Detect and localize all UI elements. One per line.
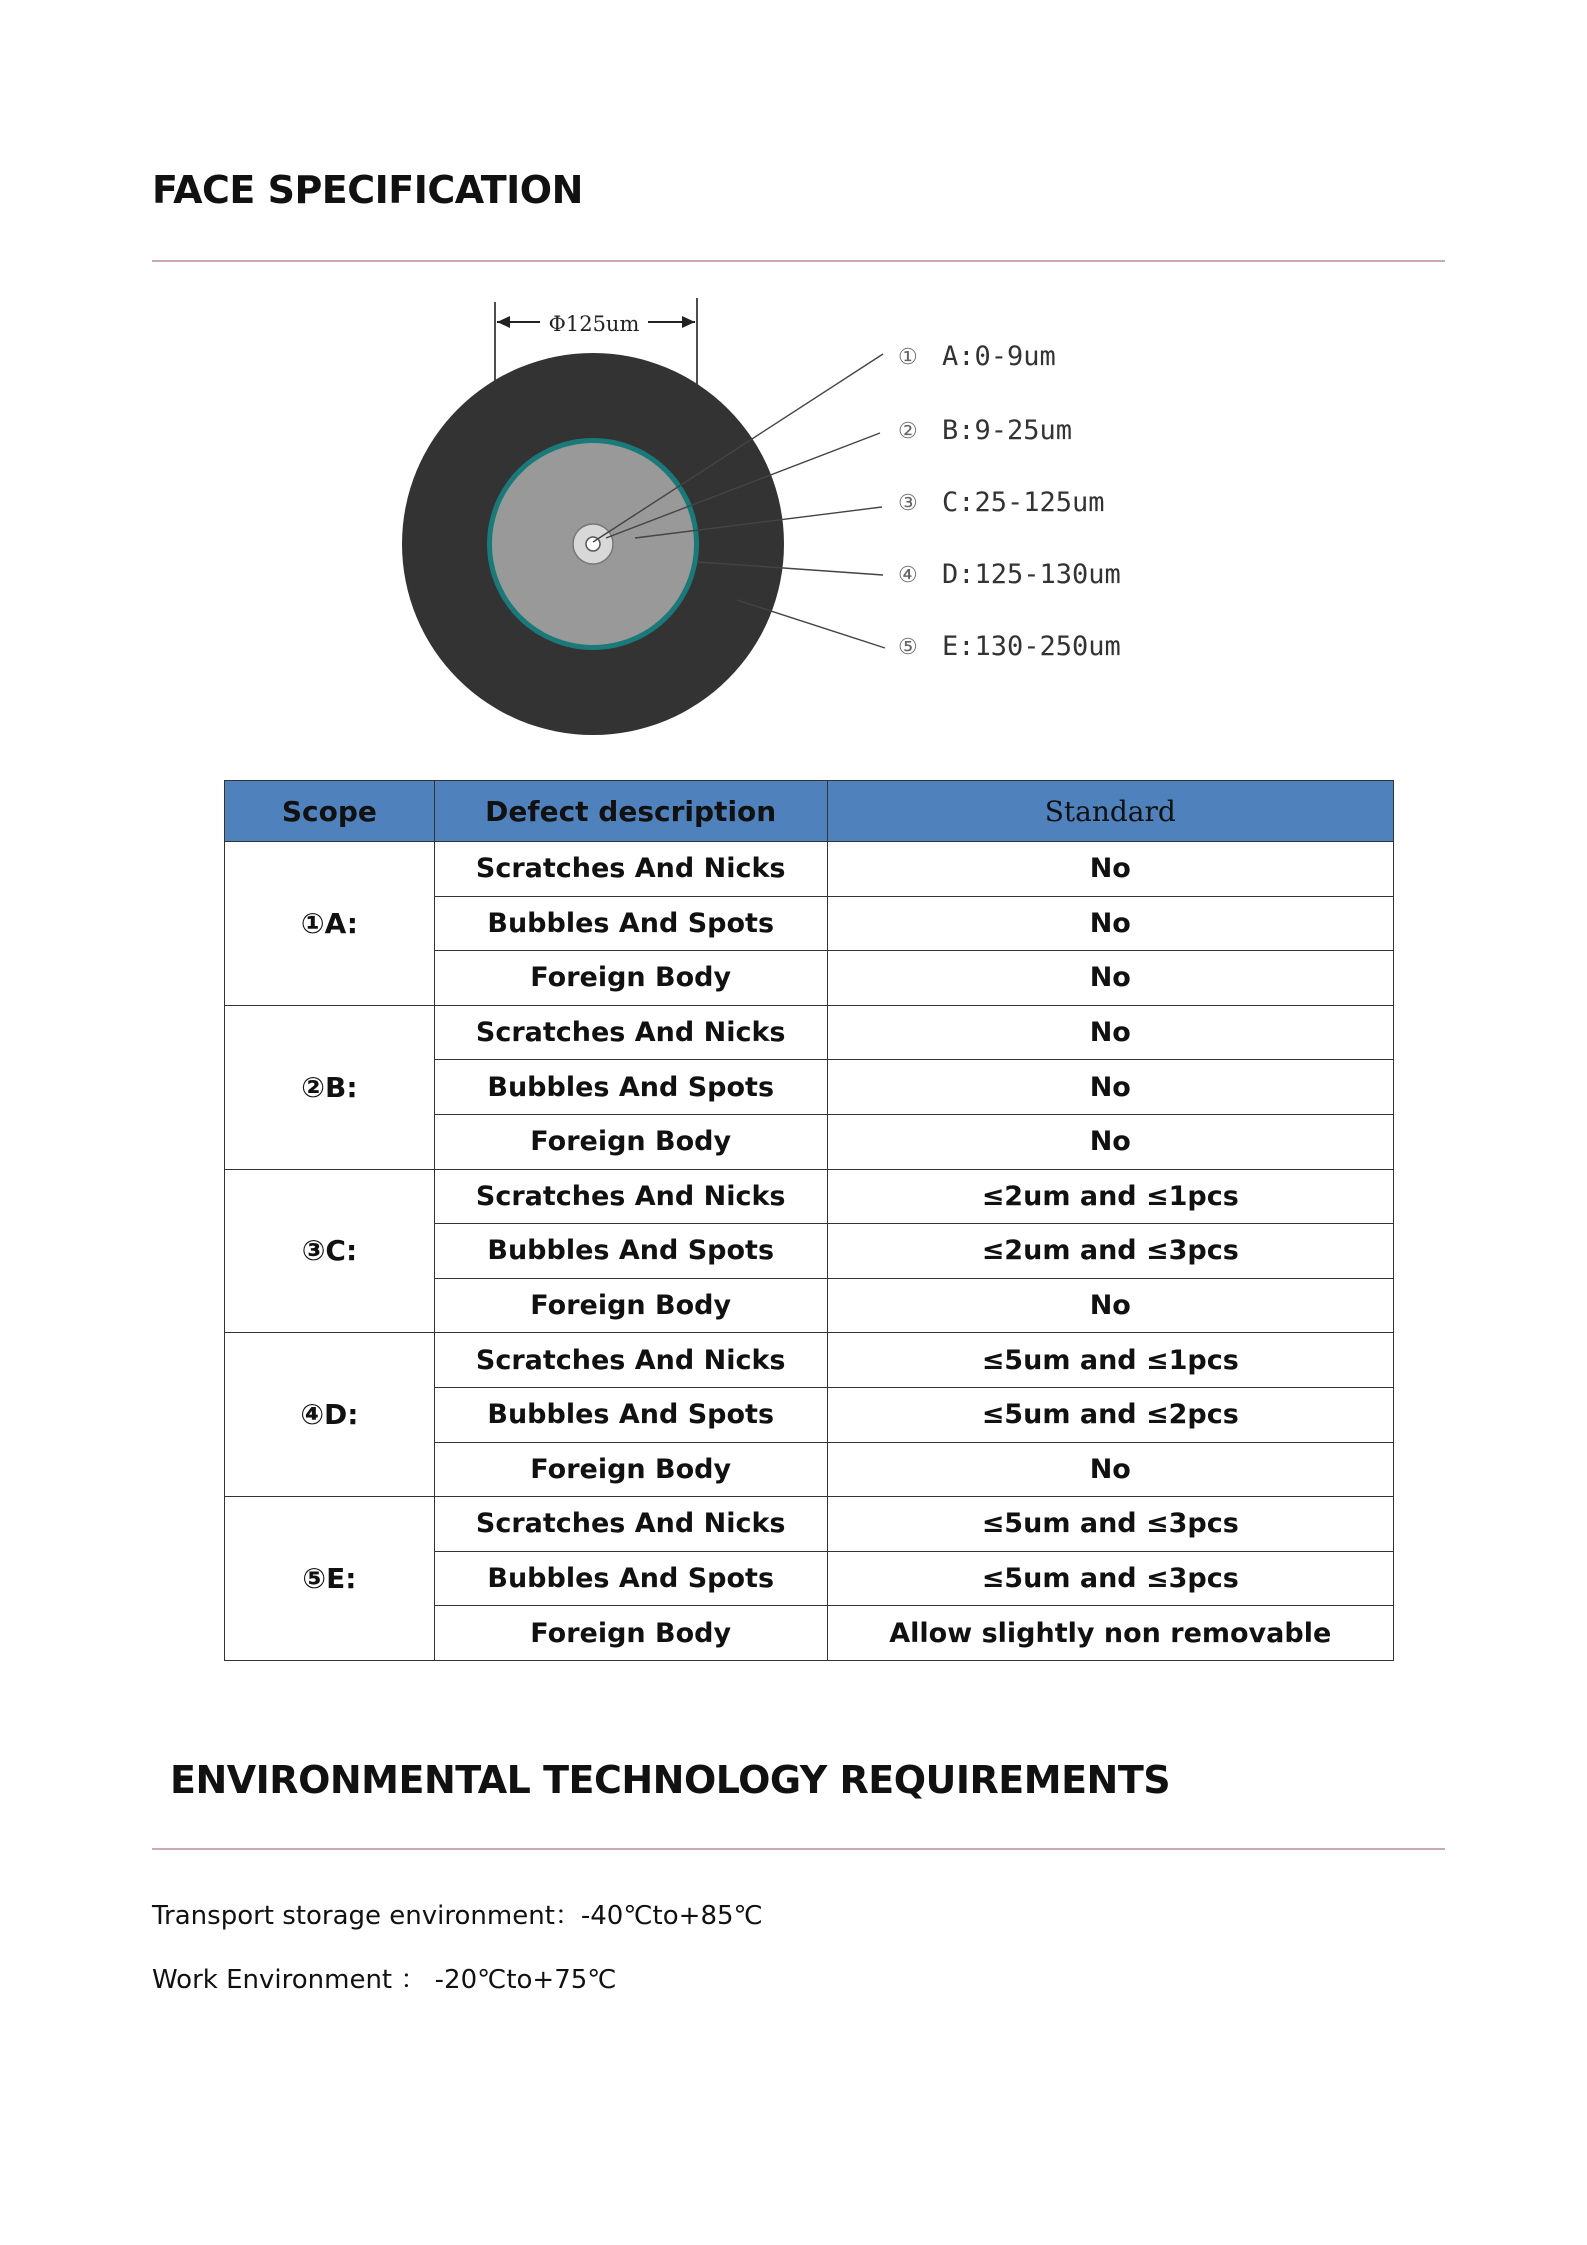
arrowhead-right-icon xyxy=(682,316,695,328)
face-spec-table xyxy=(224,780,1394,1661)
standard-cell: No xyxy=(827,1442,1393,1497)
zone-label: A:0-9um xyxy=(942,341,1056,372)
defect-cell: Bubbles And Spots xyxy=(434,1387,827,1442)
standard-cell: No xyxy=(827,1114,1393,1169)
standard-cell: No xyxy=(827,896,1393,951)
defect-cell: Bubbles And Spots xyxy=(434,896,827,951)
dimension-label: Φ125um xyxy=(548,312,640,336)
table-header-row xyxy=(225,781,1394,842)
zone-marker: ④ xyxy=(898,563,918,588)
standard-cell: No xyxy=(827,1278,1393,1333)
defect-cell: Bubbles And Spots xyxy=(434,1060,827,1115)
transport-storage-environment: Transport storage environment：-40℃to+85℃ xyxy=(152,1901,763,1931)
scope-cell: ④D: xyxy=(225,1333,435,1497)
standard-cell: ≤2um and ≤3pcs xyxy=(827,1224,1393,1279)
standard-cell: No xyxy=(827,1060,1393,1115)
section-divider xyxy=(152,1848,1445,1850)
arrowhead-left-icon xyxy=(497,316,510,328)
standard-cell: No xyxy=(827,842,1393,897)
table-row xyxy=(225,1333,1394,1388)
zone-marker: ② xyxy=(898,419,918,444)
defect-cell: Scratches And Nicks xyxy=(434,1497,827,1552)
scope-cell: ①A: xyxy=(225,842,435,1006)
table-row xyxy=(225,1169,1394,1224)
defect-cell: Foreign Body xyxy=(434,951,827,1006)
standard-cell: No xyxy=(827,951,1393,1006)
defect-cell: Scratches And Nicks xyxy=(434,1005,827,1060)
defect-cell: Bubbles And Spots xyxy=(434,1224,827,1279)
scope-cell: ②B: xyxy=(225,1005,435,1169)
header-scope: Scope xyxy=(225,781,435,842)
zone-label: E:130-250um xyxy=(942,631,1121,662)
table-row xyxy=(225,842,1394,897)
defect-cell: Foreign Body xyxy=(434,1442,827,1497)
standard-cell: ≤5um and ≤3pcs xyxy=(827,1497,1393,1552)
header-standard: Standard xyxy=(827,781,1393,842)
header-defect-description: Defect description xyxy=(434,781,827,842)
zone-label: C:25-125um xyxy=(942,487,1105,518)
standard-cell: Allow slightly non removable xyxy=(827,1606,1393,1661)
table-row xyxy=(225,1005,1394,1060)
standard-cell: No xyxy=(827,1005,1393,1060)
zone-marker: ③ xyxy=(898,491,918,516)
zone-label: D:125-130um xyxy=(942,559,1121,590)
table-row xyxy=(225,1497,1394,1552)
defect-cell: Foreign Body xyxy=(434,1278,827,1333)
section-divider xyxy=(152,260,1445,262)
scope-cell: ③C: xyxy=(225,1169,435,1333)
zone-marker: ⑤ xyxy=(898,635,918,660)
zone-marker: ① xyxy=(898,345,918,370)
defect-cell: Scratches And Nicks xyxy=(434,1333,827,1388)
standard-cell: ≤5um and ≤2pcs xyxy=(827,1387,1393,1442)
standard-cell: ≤2um and ≤1pcs xyxy=(827,1169,1393,1224)
section-title-environmental: ENVIRONMENTAL TECHNOLOGY REQUIREMENTS xyxy=(170,1758,1171,1802)
scope-cell: ⑤E: xyxy=(225,1497,435,1661)
defect-cell: Scratches And Nicks xyxy=(434,1169,827,1224)
defect-cell: Scratches And Nicks xyxy=(434,842,827,897)
defect-cell: Foreign Body xyxy=(434,1114,827,1169)
fiber-end-face-diagram xyxy=(380,290,1180,750)
standard-cell: ≤5um and ≤3pcs xyxy=(827,1551,1393,1606)
zone-label: B:9-25um xyxy=(942,415,1073,446)
defect-cell: Foreign Body xyxy=(434,1606,827,1661)
standard-cell: ≤5um and ≤1pcs xyxy=(827,1333,1393,1388)
work-environment: Work Environment ： -20℃to+75℃ xyxy=(152,1965,617,1995)
section-title-face-specification: FACE SPECIFICATION xyxy=(152,168,583,212)
defect-cell: Bubbles And Spots xyxy=(434,1551,827,1606)
